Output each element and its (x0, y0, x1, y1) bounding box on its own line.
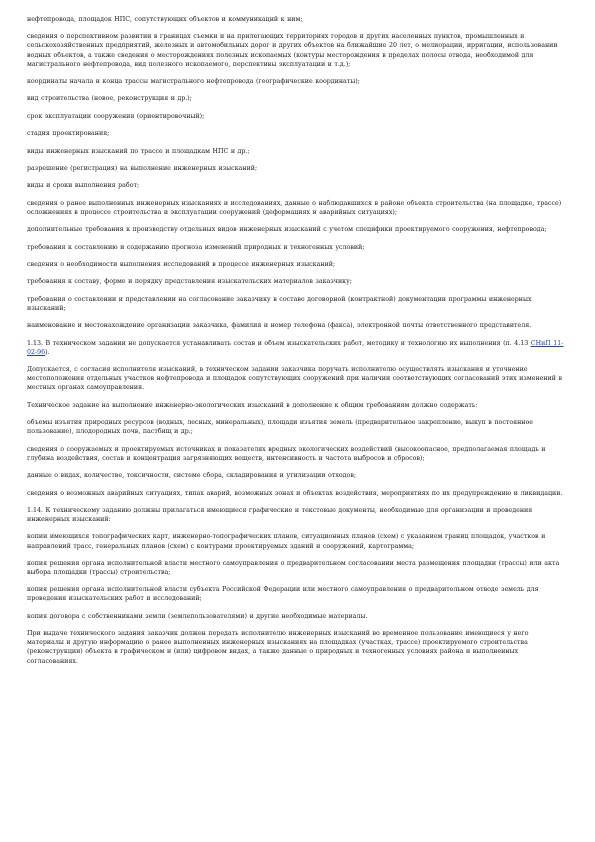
paragraph: дополнительные требования к производству отдельных видов инженерных изысканий с учетом специфики проектируемого сооружения, нефтепровода; (27, 226, 547, 234)
paragraph: срок эксплуатации сооружения (ориентировочный); (27, 112, 205, 120)
paragraph: требования о составлении и представлении на согласование заказчику в составе договорной (контрактной) документации программы инженерных изысканий; (27, 295, 532, 312)
paragraph: 1.14. К техническому заданию должны прилагаться имеющиеся графические и текстовые документы, необходимые для организации и проведения инженерных изысканий: (27, 506, 533, 524)
paragraph: требования к составлению и содержанию прогноза изменений природных и техногенных условий; (27, 243, 365, 251)
snip-reference-link[interactable]: СНиП 11-02-96 (27, 339, 564, 356)
paragraph-1-13 (27, 339, 565, 357)
paragraph: При выдаче технического задания заказчик должен передать исполнителю инженерных изысканий во временное пользование имеющиеся у него материалы и другую информацию о ранее выполненных инженерных изысканиях на площадках (участках, трассе) проектируемого строительства (реконструкции) объекта в графическом и (или) цифровом видах, а также данные о природных и техногенных условиях района и выполненных согласованиях. (27, 630, 529, 665)
paragraph: Техническое задание на выполнение инженерно-экологических изысканий в дополнение к общим требованиям должно содержать: (27, 401, 478, 409)
paragraph-text: ). (45, 348, 50, 356)
paragraph: разрешение (регистрация) на выполнение инженерных изысканий; (27, 165, 258, 173)
paragraph: сведения о возможных аварийных ситуациях, типах аварий, возможных зонах и объектах воздействия, мероприятиях по их предупреждению и ликвидации. (27, 489, 563, 497)
paragraph: копия решения органа исполнительной власти местного самоуправления о предварительном согласовании места размещения площадки (трассы) или акта выбора площадки (трассы) строительства; (27, 559, 560, 576)
paragraph: копия решения органа исполнительной власти субъекта Российской Федерации или местного самоуправления о предварительном отводе земель для проведения изыскательских работ и исследований; (27, 586, 539, 603)
paragraph: стадия проектирования; (27, 130, 110, 138)
paragraph: вид строительства (новое, реконструкция и др.); (27, 95, 192, 103)
paragraph: объемы изъятия природных ресурсов (водных, лесных, минеральных), площади изъятия земель (предварительное закрепление, выкуп в постоянное пользование), плодородных почв, пастбищ и др.; (27, 419, 534, 436)
paragraph: копии имеющихся топографических карт, инженерно-топографических планов, ситуационных планов (схем) с указанием границ площадок, участков и направлений трасс, генеральных планов (схем) с контурами проектируемых зданий и сооружений, картограмма; (27, 533, 546, 550)
paragraph: сведения о перспективном развитии в границах съемки и на прилегающих территориях городов и других населенных пунктов, промышленных и сельскохозяйственных предприятий, железных и автомобильных дорог и других объектов на ближайшие 20 лет, о мелиорации, ирригации, использовании водных объектов, а также сведения о месторождениях полезных ископаемых (контуры месторождения в пределах полосы отвода, необходимой для магистрального нефтепровода, вид полезного ископаемого, перспективы эксплуатации и т.д.); (27, 33, 558, 68)
paragraph-text: 1.13. В техническом задании не допускается устанавливать состав и объем изыскательских работ, методику и технологию их выполнения (п. 4.13 (27, 339, 531, 347)
document-body (27, 15, 565, 674)
paragraph: наименование и местонахождение организации заказчика, фамилия и номер телефона (факса), электронной почты ответственного представителя. (27, 322, 532, 330)
paragraph: нефтепровода, площадок НПС, сопутствующих объектов и коммуникаций к ним; (27, 16, 303, 23)
paragraph: Допускается, с согласия исполнителя изысканий, в техническом задании заказчика поручать исполнителю осуществлять изыскания и уточнение местоположения отдельных участков нефтепровода и площадок сопутствующих сооружений при наличии соответствующих согласований этих изменений в местных органах самоуправления. (27, 366, 563, 392)
paragraph: виды и сроки выполнения работ; (27, 182, 140, 190)
paragraph: сведения о ранее выполненных инженерных изысканиях и исследованиях, данные о наблюдавшихся в районе объекта строительства (на площадке, трассе) осложнениях в процессе строительства и эксплуатации сооружений (деформациях и аварийных ситуациях); (27, 199, 562, 216)
paragraph: виды инженерных изысканий по трассе и площадкам НПС и др.; (27, 147, 250, 155)
paragraph: данные о видах, количестве, токсичности, системе сбора, складирования и утилизации отходов; (27, 472, 357, 480)
paragraph: требования к составу, форме и порядку представления изыскательских материалов заказчику; (27, 278, 352, 286)
paragraph: копия договора с собственниками земли (землепользователями) и другие необходимые материалы. (27, 612, 368, 620)
paragraph: сведения о необходимости выполнения исследований в процессе инженерных изысканий; (27, 261, 336, 269)
paragraph: координаты начала и конца трассы магистрального нефтепровода (географические координаты); (27, 78, 360, 86)
paragraph: сведения о сооружаемых и проектируемых источниках и показателях вредных экологических воздействий (высокоопасное, предполагаемая площадь и глубина воздействия, состав и концентрация загрязняющих веществ, интенсивность и частота выбросов и сбросов); (27, 445, 546, 462)
